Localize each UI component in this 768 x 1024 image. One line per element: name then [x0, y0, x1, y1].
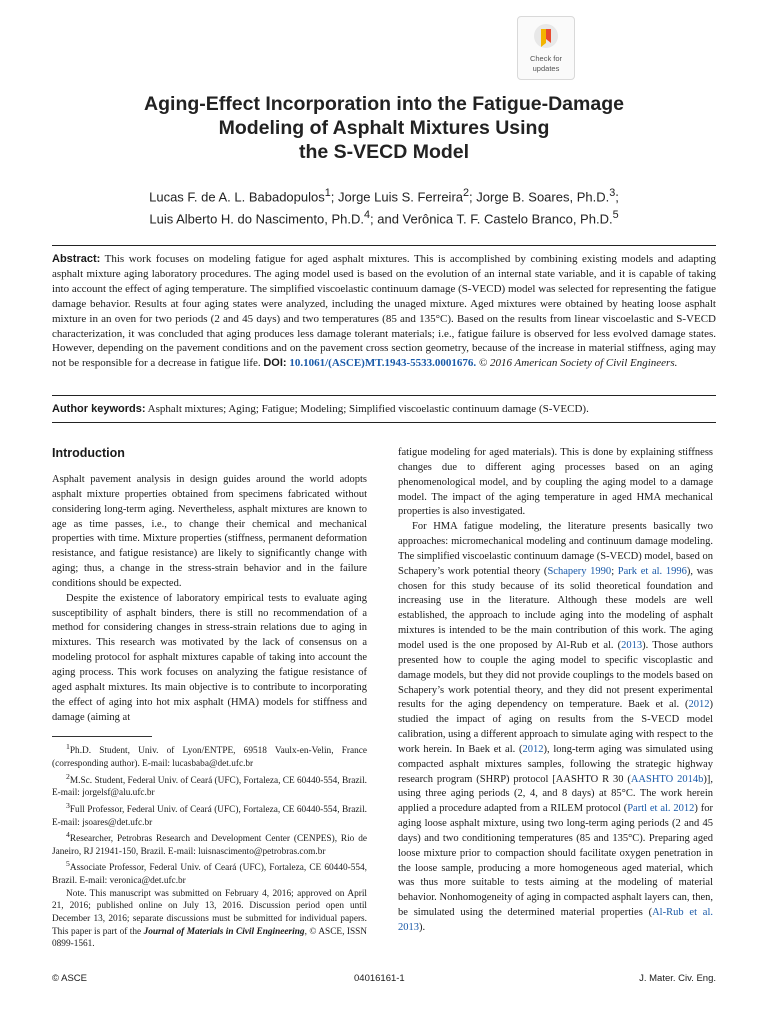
citation-alrub-2013[interactable]: 2013: [621, 639, 643, 651]
footnote-5: [52, 858, 367, 887]
p2-text-g: ) for aging loose asphalt mixture, using two long-term aging periods (2 and 45 days) and two conditioning temperatures (85 and 135°C). Preparing aged loose mixture prior to compaction should facilitate oxygen penetration in the loose sample, producing a more homogeneous aged material, which was thus more suitable to tests aiming at the modeling of material behavior. Nonhomogeneity of aging in compacted asphalt layers can, then, be simulated using the determined material properties (: [398, 803, 713, 919]
badge-label-2: updates: [532, 64, 560, 73]
journal-name: Journal of Materials in Civil Engineering: [143, 926, 305, 937]
p2-text-f: )], using three aging periods (2, 4, and 8 days) at 85°C. The work herein applied a procedure adapted from a RILEM protocol (: [398, 773, 713, 815]
footnote-1: [52, 741, 367, 770]
left-column: [52, 446, 367, 951]
check-updates-icon: [532, 23, 560, 53]
author-4-sup: 4: [363, 209, 371, 222]
intro-paragraph-2: Despite the existence of laboratory empirical tests to evaluate aging susceptibility of asphalt binders, there is still no recommendation of a method for considering changes in stress-strain relations due to aging in mixtures. This research was motivated by the lack of consensus on a modeling protocol for asphalt mixtures capable of taking into account the aging process. This work focuses on analyzing the fatigue resistance of aged asphalt mixtures. Its main objective is to contribute to incorporating the effect of aging into hot mix asphalt (HMA) models for stiffness and damage (aiming at: [52, 592, 367, 723]
citation-baek-2012-b[interactable]: 2012: [522, 743, 544, 755]
keywords-label: Author keywords:: [52, 403, 146, 415]
footnote-1-mark: 1: [66, 742, 70, 752]
footer-copyright: © ASCE: [52, 973, 87, 984]
title-line-3: the S-VECD Model: [298, 141, 470, 163]
note-text-a: Note. This manuscript was submitted on February 4, 2016; approved on April 21, 2016; published online on July 13, 2016. Discussion period open until December 13, 2016; separate discussions must be submitted for individual papers. This paper is part of the: [52, 888, 367, 937]
p2-text-e: ), long-term aging was simulated using compacted asphalt mixtures samples, following the strategic highway research program (SHRP) protocol [AASHTO R 30 (: [398, 743, 714, 785]
citation-aashto-2014b[interactable]: AASHTO 2014b: [630, 773, 704, 785]
footnote-4-text: Researcher, Petrobras Research and Development Center (CENPES), Rio de Janeiro, RJ 21941-150, Brazil. E-mail: luisnascimento@petrobras.com.br: [52, 834, 367, 857]
badge-label-1: Check for: [529, 54, 563, 63]
submission-note: [52, 888, 367, 951]
p2-text-d: ) studied the impact of aging on results from the S-VECD model calibration, using a different approach to simulate aging with respect to the work herein. In Baek et al. (: [398, 699, 713, 755]
doi-link[interactable]: 10.1061/(ASCE)MT.1943-5533.0001676.: [289, 357, 477, 370]
footnote-5-mark: 5: [66, 859, 70, 869]
footer-page-id: 04016161-1: [354, 973, 405, 984]
citation-schapery-1990[interactable]: Schapery 1990: [547, 565, 612, 577]
author-5-sup: 5: [612, 209, 619, 222]
author-keywords: [52, 402, 716, 416]
abstract: [52, 252, 716, 371]
footnote-4: [52, 829, 367, 858]
author-2-sup: 2: [463, 187, 470, 199]
authors-line-2: [40, 206, 728, 228]
abstract-mid-rule: [52, 395, 716, 396]
author-1: Lucas F. de A. L. Babadopulos: [149, 189, 325, 205]
right-column: [398, 446, 713, 936]
footnote-5-text: Associate Professor, Federal Univ. of Ceará (UFC), Fortaleza, CE 60440-554, Brazil. E-mail: veronica@det.ufc.br: [52, 863, 367, 887]
citation-partl-2012[interactable]: Partl et al. 2012: [627, 803, 695, 815]
right-paragraph-1: fatigue modeling for aged materials). This is done by explaining stiffness changes due to different aging processes based on an aging phenomenological model, and by coupling the aging model to a damage model. The impact of the aging temperature in aged HMA mechanical properties is also investigated.: [398, 447, 713, 518]
abstract-top-rule: [52, 245, 716, 246]
footnote-2: [52, 771, 367, 800]
author-3: ; Jorge B. Soares, Ph.D.: [469, 189, 610, 205]
author-4: Luis Alberto H. do Nascimento, Ph.D.: [149, 211, 364, 227]
footnote-rule: [52, 736, 152, 737]
title-line-2: Modeling of Asphalt Mixtures Using: [218, 117, 550, 139]
title-line-1: Aging-Effect Incorporation into the Fatigue-Damage: [144, 93, 624, 115]
intro-paragraph-1: Asphalt pavement analysis in design guides around the world adopts asphalt mixture properties obtained from specimens fabricated without considering long-term aging. Nevertheless, asphalt mixtures are known to age as time passes, i.e., to change their chemical and mechanical properties with time. Mixture properties (stiffness, permanent deformation resistance, and fatigue resistance) are likely to significantly change with aging; thus, a change in the stress-strain behavior and in the failure conditions should be expected.: [52, 474, 367, 589]
page-footer: [52, 973, 716, 987]
keywords-text: Asphalt mixtures; Aging; Fatigue; Modeling; Simplified viscoelastic continuum damage (S-VECD).: [145, 403, 589, 415]
footnote-3-mark: 3: [66, 800, 70, 810]
footnote-2-text: M.Sc. Student, Federal Univ. of Ceará (UFC), Fortaleza, CE 60440-554, Brazil. E-mail: jorgelsf@alu.ufc.br: [52, 775, 367, 799]
footer-journal: J. Mater. Civ. Eng.: [639, 973, 716, 984]
citation-alrub-2013-b[interactable]: Al-Rub et al. 2013: [398, 907, 713, 933]
author-3-end: ;: [615, 189, 619, 205]
copyright-text: © 2016 American Society of Civil Engineers.: [476, 357, 678, 370]
p2-text-c: ). Those authors presented how to couple the aging model to specific viscoplastic and damage models, but they did not provide couplings to the models based on Schapery’s work potential theory, and they did not present experimental results for the aging dependency on temperature. Baek et al. (: [398, 639, 713, 711]
right-paragraph-2: [398, 520, 713, 936]
introduction-heading: Introduction: [52, 446, 125, 460]
abstract-text: This work focuses on modeling fatigue for aged asphalt mixtures. This is accomplished by combining existing models and adapting asphalt mixture aging laboratory procedures. The aging model used is based on the evolution of an internal state variable, and it is capable of taking into account the effect of aging temperature. The simplified viscoelastic continuum damage (S-VECD) model was selected for representing the fatigue damage behavior. Results at four aging states were analyzed, including the unaged mixture. Aged mixtures were obtained by heating loose asphalt mixture in an oven for two periods (2 and 45 days) and two temperatures (85 and 135°C). Based on the results from linear viscoelastic and S-VECD characterization, it was concluded that aging produces less damage tolerant materials; i.e., fatigue failure is observed for less evolved damage states. However, depending on the pavement conditions and on the pavement cross section geometry, because of the increase in material stiffness, aging may not be responsible for a decrease in fatigue life.: [52, 253, 716, 370]
keywords-bottom-rule: [52, 422, 716, 423]
footnote-1-text: Ph.D. Student, Univ. of Lyon/ENTPE, 69518 Vaulx-en-Velin, France (corresponding author). E-mail: lucasbaba@det.ufc.br: [52, 746, 367, 770]
p2-text-a: For HMA fatigue modeling, the literature presents basically two approaches: micromechanical modeling and continuum damage modeling. The simplified viscoelastic continuum damage (S-VECD) model, based on Schapery’s work potential theory (: [398, 521, 713, 577]
footnote-3-text: Full Professor, Federal Univ. of Ceará (UFC), Fortaleza, CE 60440-554, Brazil. E-mail: jsoares@det.ufc.br: [52, 805, 367, 828]
footnote-2-mark: 2: [66, 771, 70, 781]
author-list: [40, 184, 728, 229]
author-1-sup: 1: [324, 187, 331, 199]
check-for-updates-badge[interactable]: [517, 16, 575, 80]
footnote-3: [52, 800, 367, 829]
author-3-sup: 3: [609, 187, 616, 199]
note-text-b: , © ASCE, ISSN 0899-1561.: [52, 926, 367, 950]
author-5: ; and Verônica T. F. Castelo Branco, Ph.D.: [370, 211, 613, 227]
p2-text-h: ).: [419, 922, 426, 933]
author-2: ; Jorge Luis S. Ferreira: [330, 189, 463, 205]
p2-sep: ;: [611, 565, 618, 577]
footnote-4-mark: 4: [66, 830, 70, 840]
citation-baek-2012-a[interactable]: 2012: [688, 699, 710, 711]
citation-park-1996[interactable]: Park et al. 1996: [617, 565, 687, 577]
authors-line-1: [40, 184, 728, 206]
abstract-label: Abstract:: [52, 253, 101, 265]
doi-label: DOI:: [263, 357, 287, 370]
paper-title: [40, 92, 728, 164]
p2-text-b: ), was chosen for this study because of its solid theoretical foundation and increasing use in the literature. Although these models are well established, the approach to include aging into the modeling of asphalt mixtures is intended to be the main contribution of this work. The aging model used is the one proposed by Al-Rub et al. (: [398, 565, 714, 651]
